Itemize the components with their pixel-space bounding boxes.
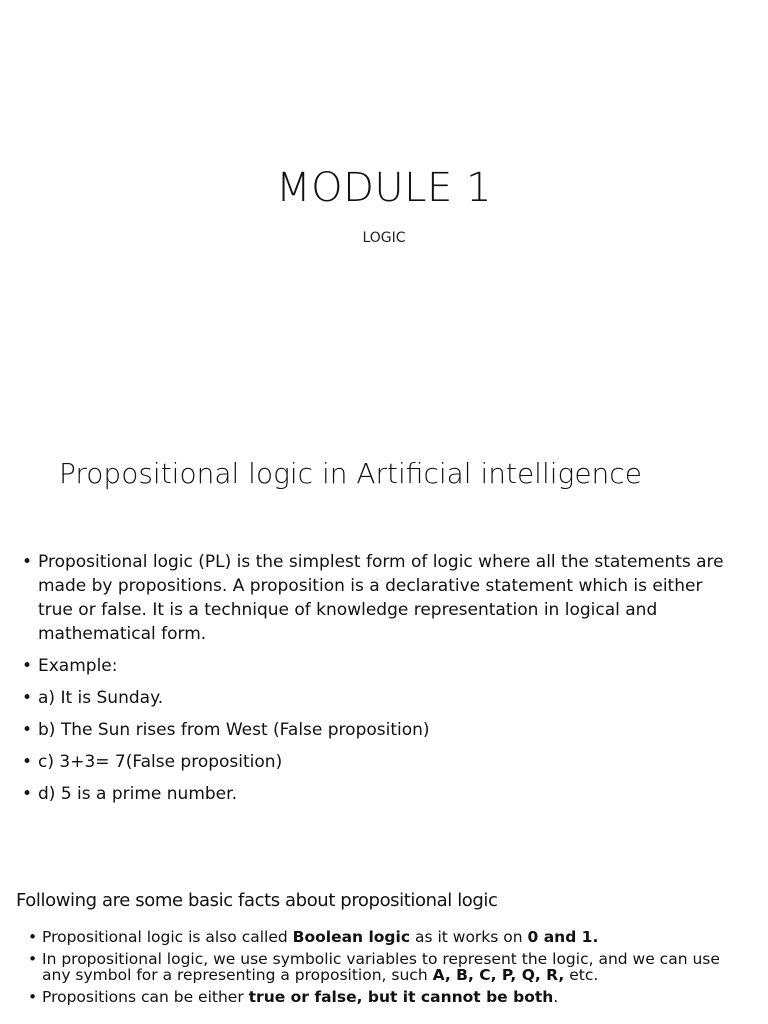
- list-item-text: c) 3+3= 7(False proposition): [38, 752, 283, 772]
- list-item: [22, 718, 742, 742]
- bullet-icon: •: [22, 720, 33, 740]
- bullet-icon: •: [22, 784, 33, 804]
- list-item-text-bold: A, B, C, P, Q, R,: [432, 966, 565, 984]
- bullet-icon: •: [28, 988, 38, 1006]
- bullet-icon: •: [22, 552, 33, 572]
- list-item: [28, 989, 748, 1005]
- slide-title: MODULE 1: [276, 165, 492, 211]
- bullet-icon: •: [28, 950, 38, 968]
- list-item-text: b) The Sun rises from West (False proposition): [38, 720, 430, 740]
- list-item: [22, 782, 742, 806]
- bullet-icon: •: [28, 928, 38, 946]
- list-item-text-pre: Propositional logic is also called: [42, 928, 293, 946]
- slide-module-title: [0, 0, 768, 432]
- bullet-icon: •: [22, 656, 33, 676]
- list-item-text-bold-2: 0 and 1.: [527, 928, 599, 946]
- list-item-text-bold: Boolean logic: [292, 928, 411, 946]
- slide-title: Propositional logic in Artificial intelligence: [59, 457, 642, 490]
- list-item: [22, 750, 742, 774]
- list-item-text-pre: In propositional logic, we use symbolic variables to represent the logic, and we can use any symbol for a representing a proposition, such: [42, 950, 720, 984]
- bullet-icon: •: [22, 688, 33, 708]
- list-item-text: d) 5 is a prime number.: [38, 784, 237, 804]
- list-item: [28, 929, 748, 945]
- slide-heading: Following are some basic facts about propositional logic: [16, 890, 498, 911]
- slide-propositional-logic: [0, 432, 768, 864]
- list-item: [22, 686, 742, 710]
- slide-basic-facts: [0, 864, 768, 1024]
- list-item-text: a) It is Sunday.: [38, 688, 164, 708]
- bullet-icon: •: [22, 752, 33, 772]
- list-item-text: Example:: [38, 656, 118, 676]
- list-item-text-mid: etc.: [564, 966, 599, 984]
- list-item-text-pre: Propositions can be either: [42, 988, 249, 1006]
- bullet-list: [28, 929, 748, 1011]
- list-item-text: Propositional logic (PL) is the simplest form of logic where all the statements are made by propositions. A proposition is a declarative statement which is either true or false. It is a technique of knowledge representation in logical and mathematical form.: [38, 552, 724, 644]
- list-item: [28, 951, 748, 983]
- list-item-text-mid: .: [553, 988, 559, 1006]
- list-item: [22, 550, 742, 646]
- list-item-text-mid: as it works on: [410, 928, 528, 946]
- list-item: [22, 654, 742, 678]
- list-item-text-bold: true or false, but it cannot be both: [248, 988, 554, 1006]
- bullet-list: [22, 550, 742, 814]
- slide-subtitle: LOGIC: [362, 230, 406, 246]
